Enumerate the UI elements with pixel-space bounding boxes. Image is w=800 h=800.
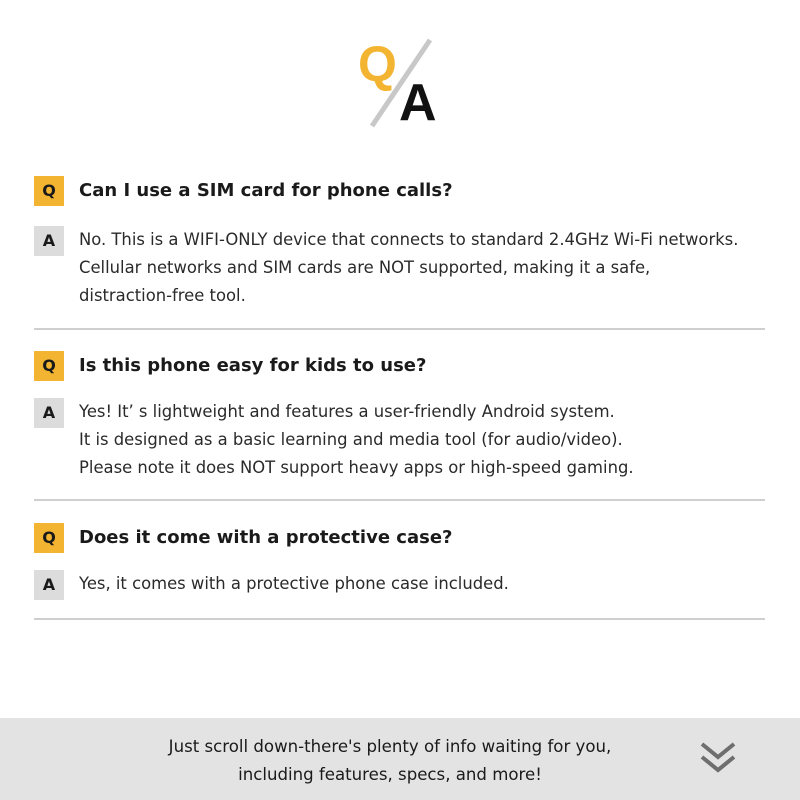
scroll-hint-line: Just scroll down-there's plenty of info waiting for you,: [168, 737, 612, 756]
answer-line: Cellular networks and SIM cards are NOT supported, making it a safe,: [79, 258, 651, 277]
scroll-hint-banner: [0, 718, 800, 800]
logo-a-letter: A: [399, 74, 437, 132]
logo-q-letter: Q: [358, 36, 397, 92]
section-divider: [34, 328, 765, 330]
answer-text: [79, 398, 794, 482]
question-badge: Q: [34, 176, 64, 206]
answer-line: Please note it does NOT support heavy apps or high-speed gaming.: [79, 458, 634, 477]
qa-logo: [350, 34, 450, 134]
section-divider: [34, 499, 765, 501]
answer-badge: A: [34, 226, 64, 256]
section-divider: [34, 618, 765, 620]
question-badge: Q: [34, 523, 64, 553]
question-text: Is this phone easy for kids to use?: [79, 355, 427, 376]
double-chevron-down-icon[interactable]: [698, 740, 738, 776]
answer-text: [79, 226, 794, 310]
answer-text: [79, 570, 794, 598]
answer-line: No. This is a WIFI-ONLY device that connects to standard 2.4GHz Wi-Fi networks.: [79, 230, 739, 249]
answer-line: Yes! It’ s lightweight and features a user-friendly Android system.: [79, 402, 615, 421]
answer-line: It is designed as a basic learning and media tool (for audio/video).: [79, 430, 623, 449]
question-text: Does it come with a protective case?: [79, 527, 453, 548]
question-text: Can I use a SIM card for phone calls?: [79, 180, 453, 201]
question-badge: Q: [34, 351, 64, 381]
scroll-hint-line: including features, specs, and more!: [238, 765, 542, 784]
answer-badge: A: [34, 570, 64, 600]
scroll-hint-text: [0, 733, 780, 789]
answer-badge: A: [34, 398, 64, 428]
answer-line: Yes, it comes with a protective phone case included.: [79, 574, 509, 593]
answer-line: distraction-free tool.: [79, 286, 246, 305]
